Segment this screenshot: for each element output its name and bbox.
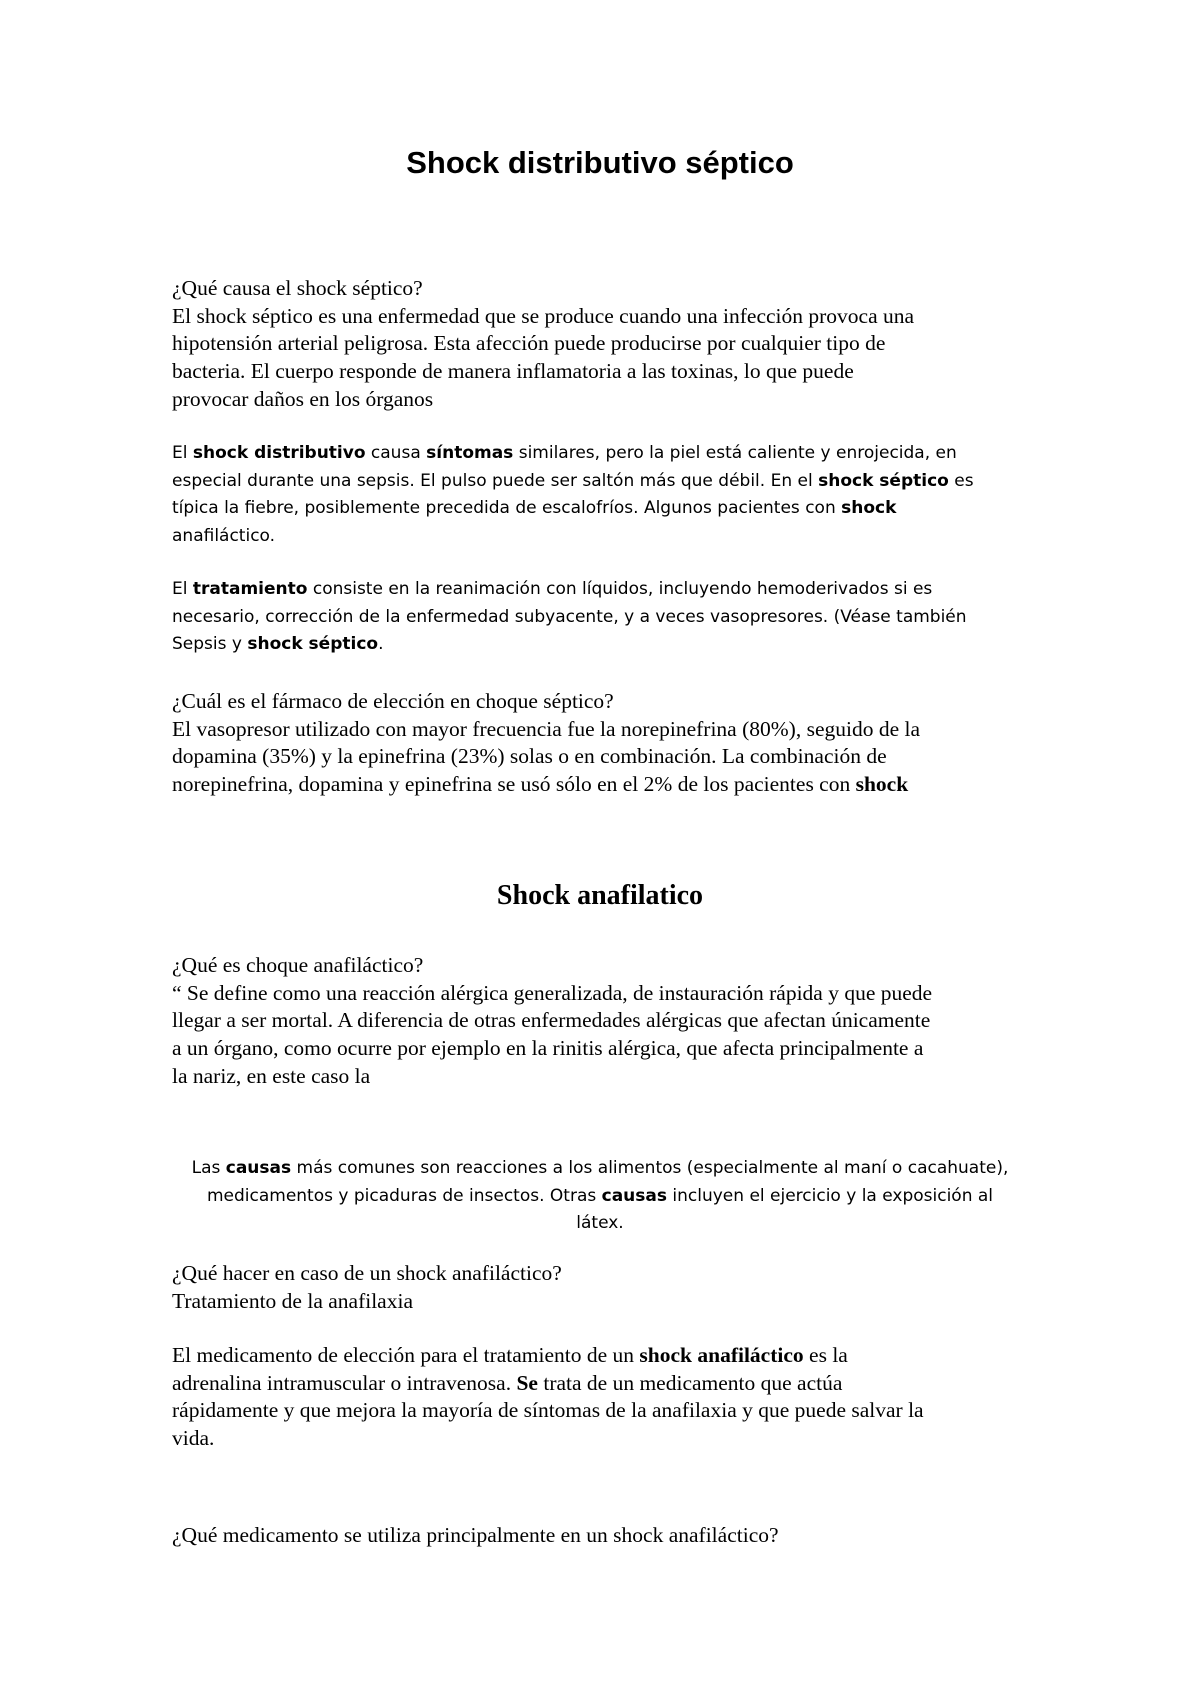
septic-drug-block: ¿Cuál es el fármaco de elección en choque séptico? El vasopresor utilizado con mayor frecuencia fue la norepinefrina (80%), seguido de la dopamina (35%) y la epinefrina (23%) solas o en combinación. La combinación de norepinefrina, dopamina y epinefrina se usó sólo en el 2% de los pacientes con shock — [172, 688, 1052, 799]
bold-term: causas — [601, 1185, 667, 1206]
paragraph-line: a un órgano, como ocurre por ejemplo en la rinitis alérgica, que afecta principalmente a — [172, 1036, 924, 1061]
bold-term: shock séptico — [247, 634, 379, 654]
anaphylaxis-definition-block — [172, 952, 1052, 1091]
bold-term: Se — [516, 1370, 538, 1395]
what-to-do-block — [172, 1260, 1052, 1315]
section-title-septic-shock: Shock distributivo séptico — [406, 145, 794, 180]
treatment-paragraph: El tratamiento consiste en la reanimación con líquidos, incluyendo hemoderivados si es necesario, corrección de la enfermedad subyacente, y a veces vasopresores. (Véase también Sepsis y shock séptico. — [172, 579, 967, 654]
septic-cause-block — [172, 275, 1052, 414]
bold-term: shock — [841, 498, 897, 518]
question-main-drug: ¿Qué medicamento se utiliza principalmente en un shock anafiláctico? — [172, 1523, 779, 1547]
paragraph-line: El shock séptico es una enfermedad que se produce cuando una infección provoca una — [172, 303, 915, 328]
question-anaphylaxis: ¿Qué es choque anafiláctico? — [172, 953, 424, 977]
causes-paragraph: Las causas más comunes son reacciones a los alimentos (especialmente al maní o cacahuate), medicamentos y picaduras de insectos. Otras causas incluyen el ejercicio y la exposición al látex. — [191, 1158, 1009, 1233]
distributive-symptoms-paragraph: El shock distributivo causa síntomas similares, pero la piel está caliente y enrojecida, en especial durante una sepsis. El pulso puede ser saltón más que débil. En el shock séptico es típica la fiebre, posiblemente precedida de escalofríos. Algunos pacientes con shock anafiláctico. — [172, 443, 974, 546]
bold-term: shock distributivo — [192, 443, 366, 463]
question-what-to-do: ¿Qué hacer en caso de un shock anafiláctico? — [172, 1261, 562, 1285]
paragraph-line: la nariz, en este caso la — [172, 1063, 371, 1088]
bold-term: causas — [225, 1158, 292, 1178]
section-title-anaphylactic-shock: Shock anafilatico — [496, 880, 704, 911]
bold-term: shock anafiláctico — [639, 1343, 804, 1367]
paragraph-line: El vasopresor utilizado con mayor frecuencia fue la norepinefrina (80%), seguido de la — [172, 716, 921, 741]
paragraph-line: dopamina (35%) y la epinefrina (23%) solas o en combinación. La combinación de — [172, 744, 887, 769]
subheading-treatment: Tratamiento de la anafilaxia — [172, 1288, 413, 1313]
bold-term: tratamiento — [192, 579, 308, 599]
question-septic-drug: ¿Cuál es el fármaco de elección en choque séptico? — [172, 689, 614, 713]
paragraph-line: “ Se define como una reacción alérgica generalizada, de instauración rápida y que puede — [172, 980, 933, 1005]
paragraph-line: llegar a ser mortal. A diferencia de otras enfermedades alérgicas que afectan únicamente — [172, 1008, 931, 1033]
question-septic-cause: ¿Qué causa el shock séptico? — [172, 276, 423, 300]
paragraph-line: provocar daños en los órganos — [172, 386, 434, 411]
adrenaline-paragraph: El medicamento de elección para el tratamiento de un shock anafiláctico es la adrenalina intramuscular o intravenosa. Se trata de un medicamento que actúa rápidamente y que mejora la mayoría de síntomas de la anafilaxia y que puede salvar la vida. — [172, 1343, 924, 1451]
main-drug-question — [172, 1522, 1052, 1550]
bold-term: síntomas — [426, 443, 514, 463]
paragraph-line: bacteria. El cuerpo responde de manera inflamatoria a las toxinas, lo que puede — [172, 359, 854, 384]
paragraph-line: hipotensión arterial peligrosa. Esta afección puede producirse por cualquier tipo de — [172, 331, 886, 356]
bold-term: shock — [855, 772, 909, 797]
bold-term: shock séptico — [818, 470, 949, 491]
